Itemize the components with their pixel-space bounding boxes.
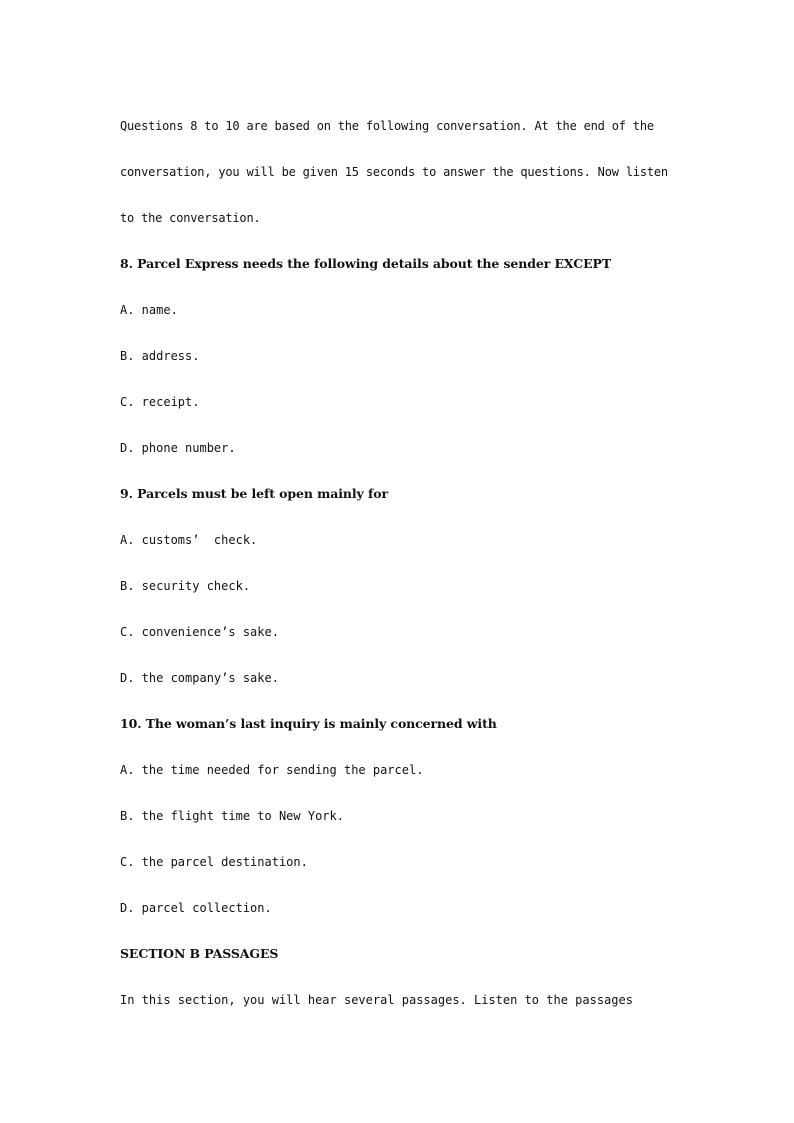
option-a: A. the time needed for sending the parcel. bbox=[120, 763, 424, 777]
section-heading: SECTION B PASSAGES bbox=[120, 946, 279, 961]
option-a: A. name. bbox=[120, 303, 178, 317]
instructions-paragraph bbox=[120, 114, 680, 252]
instructions-line: Questions 8 to 10 are based on the following conversation. At the end of the bbox=[120, 119, 654, 133]
option-c: C. convenience’s sake. bbox=[120, 625, 279, 639]
instructions-line: conversation, you will be given 15 seconds to answer the questions. Now listen bbox=[120, 165, 668, 179]
option-b: B. the flight time to New York. bbox=[120, 809, 344, 823]
option-b: B. security check. bbox=[120, 579, 251, 593]
question-stem: 9. Parcels must be left open mainly for bbox=[120, 486, 388, 501]
document-page bbox=[120, 114, 680, 1034]
section-instructions: In this section, you will hear several passages. Listen to the passages bbox=[120, 993, 633, 1007]
question-stem: 10. The woman’s last inquiry is mainly concerned with bbox=[120, 716, 497, 731]
option-b: B. address. bbox=[120, 349, 200, 363]
option-d: D. phone number. bbox=[120, 441, 236, 455]
question-stem: 8. Parcel Express needs the following details about the sender EXCEPT bbox=[120, 256, 612, 271]
question-8 bbox=[120, 252, 680, 482]
question-9 bbox=[120, 482, 680, 712]
option-d: D. parcel collection. bbox=[120, 901, 272, 915]
question-10 bbox=[120, 712, 680, 942]
option-c: C. the parcel destination. bbox=[120, 855, 308, 869]
option-c: C. receipt. bbox=[120, 395, 200, 409]
option-d: D. the company’s sake. bbox=[120, 671, 279, 685]
instructions-line: to the conversation. bbox=[120, 211, 261, 225]
option-a: A. customs’ check. bbox=[120, 533, 258, 547]
